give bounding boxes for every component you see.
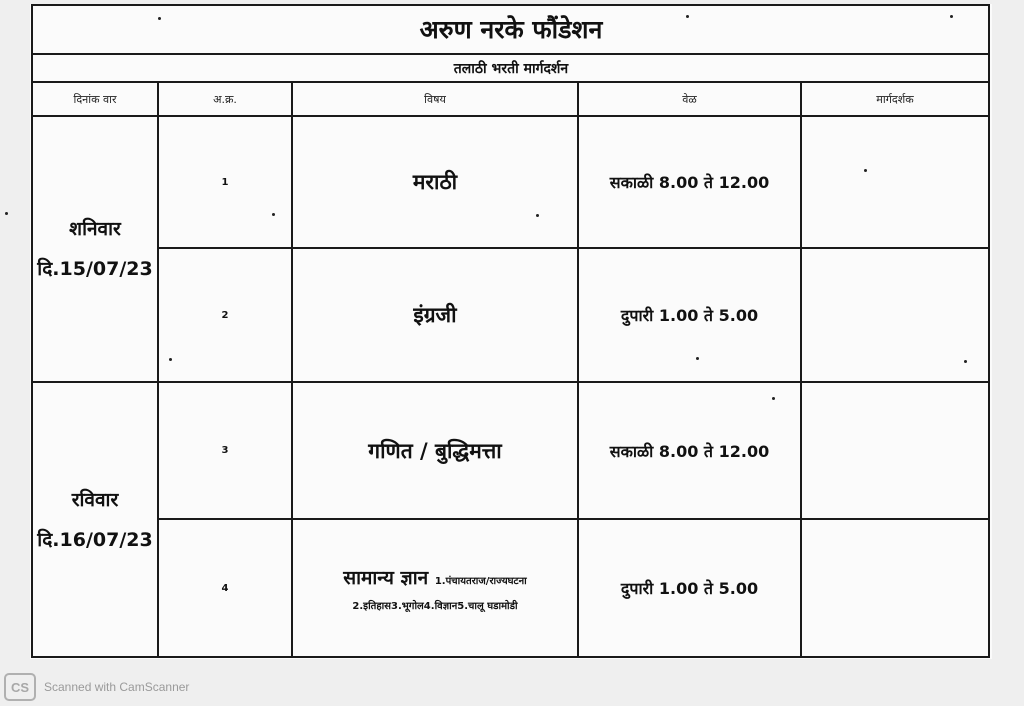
guide-cell — [801, 382, 989, 519]
subject-line-1 — [343, 564, 526, 590]
guide-cell — [801, 248, 989, 382]
scan-speck — [864, 169, 867, 172]
scan-speck — [169, 358, 172, 361]
day-name: शनिवार — [69, 218, 121, 240]
scan-speck — [772, 397, 775, 400]
column-header-number: अ.क्र. — [213, 92, 237, 106]
guide-cell — [801, 116, 989, 248]
time-cell: दुपारी 1.00 ते 5.00 — [620, 306, 759, 325]
column-header-subject: विषय — [424, 92, 446, 106]
subject-note: 1.पंचायतराज/राज्यघटना — [434, 576, 527, 587]
subject-cell: गणित / बुद्धिमत्ता — [368, 438, 502, 463]
scan-speck — [696, 357, 699, 360]
row-number: 3 — [221, 445, 229, 456]
row-number: 2 — [221, 309, 229, 321]
row-number: 4 — [221, 582, 229, 594]
scan-speck — [536, 214, 539, 217]
scan-speck — [964, 360, 967, 363]
camscanner-logo-icon: CS — [4, 673, 36, 701]
camscanner-watermark — [4, 673, 189, 701]
day-date: दि.15/07/23 — [37, 258, 153, 280]
time-cell: दुपारी 1.00 ते 5.00 — [620, 579, 759, 598]
day-cell-saturday — [32, 116, 158, 382]
subject-cell: इंग्रजी — [413, 303, 457, 327]
column-header-guide: मार्गदर्शक — [876, 92, 914, 106]
subject-line-2: 2.इतिहास3.भूगोल4.विज्ञान5.चालू घडामोडी — [352, 601, 518, 612]
scan-speck — [950, 15, 953, 18]
time-cell: सकाळी 8.00 ते 12.00 — [609, 173, 770, 192]
scan-speck — [158, 17, 161, 20]
page-title: अरुण नरके फौंडेशन — [419, 15, 603, 44]
row-number: 1 — [221, 176, 229, 188]
scan-speck — [5, 212, 8, 215]
scan-speck — [272, 213, 275, 216]
day-date: दि.16/07/23 — [37, 528, 153, 551]
subject-title: सामान्य ज्ञान — [343, 567, 429, 589]
column-header-date: दिनांक वार — [73, 92, 117, 106]
scan-speck — [686, 15, 689, 18]
time-cell: सकाळी 8.00 ते 12.00 — [609, 441, 770, 461]
column-header-time: वेळ — [682, 92, 697, 106]
watermark-text: Scanned with CamScanner — [44, 680, 190, 694]
page-subtitle: तलाठी भरती मार्गदर्शन — [453, 60, 569, 77]
subject-cell — [292, 519, 578, 657]
subject-cell: मराठी — [412, 170, 458, 194]
guide-cell — [801, 519, 989, 657]
day-name: रविवार — [71, 488, 119, 511]
day-cell-sunday — [32, 382, 158, 657]
schedule-sheet — [30, 4, 992, 659]
